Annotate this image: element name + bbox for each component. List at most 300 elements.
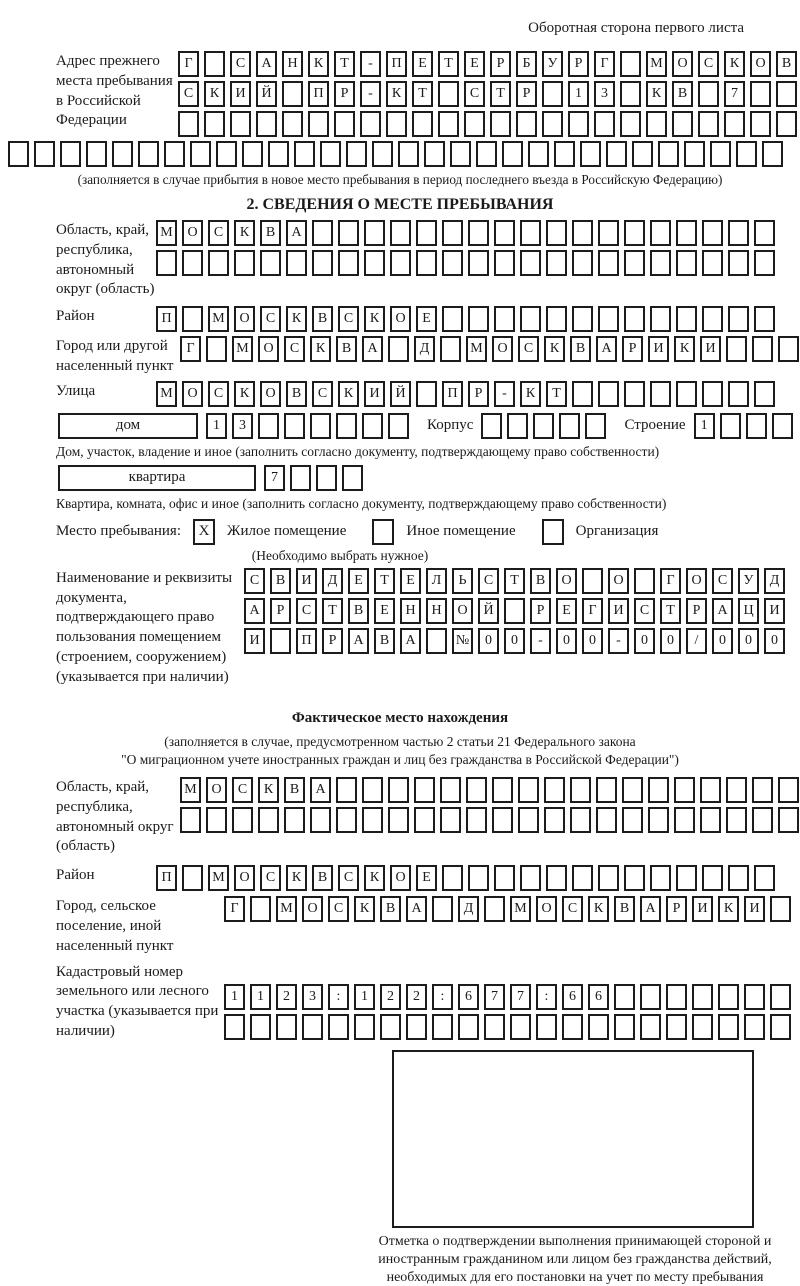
- char-cell[interactable]: 6: [588, 984, 609, 1010]
- char-cell[interactable]: [492, 777, 513, 803]
- char-cell[interactable]: Г: [582, 598, 603, 624]
- char-cell[interactable]: В: [260, 220, 281, 246]
- char-cell[interactable]: [230, 111, 251, 137]
- char-cell[interactable]: С: [296, 598, 317, 624]
- char-cell[interactable]: 1: [354, 984, 375, 1010]
- char-cell[interactable]: Н: [400, 598, 421, 624]
- char-cell[interactable]: [362, 807, 383, 833]
- char-cell[interactable]: М: [276, 896, 297, 922]
- char-cell[interactable]: О: [536, 896, 557, 922]
- char-cell[interactable]: 0: [582, 628, 603, 654]
- char-cell[interactable]: К: [234, 381, 255, 407]
- char-cell[interactable]: У: [542, 51, 563, 77]
- char-cell[interactable]: [572, 865, 593, 891]
- char-cell[interactable]: С: [338, 306, 359, 332]
- char-cell[interactable]: [362, 413, 383, 439]
- char-cell[interactable]: [520, 306, 541, 332]
- char-cell[interactable]: [414, 807, 435, 833]
- char-cell[interactable]: О: [390, 865, 411, 891]
- char-cell[interactable]: Т: [334, 51, 355, 77]
- char-cell[interactable]: [606, 141, 627, 167]
- char-cell[interactable]: [190, 141, 211, 167]
- char-cell[interactable]: 3: [594, 81, 615, 107]
- char-cell[interactable]: [320, 141, 341, 167]
- char-cell[interactable]: Ц: [738, 598, 759, 624]
- char-cell[interactable]: [476, 141, 497, 167]
- char-cell[interactable]: :: [328, 984, 349, 1010]
- char-cell[interactable]: [440, 777, 461, 803]
- char-cell[interactable]: /: [686, 628, 707, 654]
- char-cell[interactable]: В: [286, 381, 307, 407]
- char-cell[interactable]: [494, 306, 515, 332]
- char-cell[interactable]: [710, 141, 731, 167]
- char-cell[interactable]: 1: [568, 81, 589, 107]
- char-cell[interactable]: С: [232, 777, 253, 803]
- char-cell[interactable]: [388, 777, 409, 803]
- char-cell[interactable]: [648, 777, 669, 803]
- char-cell[interactable]: Р: [322, 628, 343, 654]
- char-cell[interactable]: [282, 81, 303, 107]
- char-cell[interactable]: [598, 220, 619, 246]
- char-cell[interactable]: [234, 250, 255, 276]
- char-cell[interactable]: [770, 896, 791, 922]
- char-cell[interactable]: [518, 777, 539, 803]
- char-cell[interactable]: [702, 865, 723, 891]
- char-cell[interactable]: [562, 1014, 583, 1040]
- char-cell[interactable]: [338, 220, 359, 246]
- char-cell[interactable]: В: [270, 568, 291, 594]
- char-cell[interactable]: [334, 111, 355, 137]
- char-cell[interactable]: О: [302, 896, 323, 922]
- char-cell[interactable]: [250, 896, 271, 922]
- char-cell[interactable]: [518, 807, 539, 833]
- char-cell[interactable]: С: [698, 51, 719, 77]
- char-cell[interactable]: И: [608, 598, 629, 624]
- char-cell[interactable]: Д: [414, 336, 435, 362]
- char-cell[interactable]: О: [608, 568, 629, 594]
- char-cell[interactable]: К: [234, 220, 255, 246]
- char-cell[interactable]: [468, 220, 489, 246]
- char-cell[interactable]: [772, 413, 793, 439]
- char-cell[interactable]: 0: [504, 628, 525, 654]
- char-cell[interactable]: П: [156, 306, 177, 332]
- char-cell[interactable]: В: [614, 896, 635, 922]
- char-cell[interactable]: Б: [516, 51, 537, 77]
- char-cell[interactable]: [180, 807, 201, 833]
- char-cell[interactable]: [728, 865, 749, 891]
- char-cell[interactable]: 6: [562, 984, 583, 1010]
- char-cell[interactable]: 2: [380, 984, 401, 1010]
- char-cell[interactable]: [754, 250, 775, 276]
- char-cell[interactable]: С: [260, 306, 281, 332]
- char-cell[interactable]: [622, 777, 643, 803]
- char-cell[interactable]: Т: [322, 598, 343, 624]
- char-cell[interactable]: М: [232, 336, 253, 362]
- char-cell[interactable]: [658, 141, 679, 167]
- char-cell[interactable]: О: [182, 220, 203, 246]
- char-cell[interactable]: Т: [374, 568, 395, 594]
- char-cell[interactable]: [490, 111, 511, 137]
- char-cell[interactable]: В: [284, 777, 305, 803]
- char-cell[interactable]: Р: [568, 51, 589, 77]
- char-cell[interactable]: А: [640, 896, 661, 922]
- char-cell[interactable]: [544, 807, 565, 833]
- char-cell[interactable]: [676, 250, 697, 276]
- char-cell[interactable]: [416, 381, 437, 407]
- char-cell[interactable]: [342, 465, 363, 491]
- char-cell[interactable]: [676, 306, 697, 332]
- char-cell[interactable]: [484, 896, 505, 922]
- char-cell[interactable]: 6: [458, 984, 479, 1010]
- char-cell[interactable]: [182, 306, 203, 332]
- char-cell[interactable]: А: [310, 777, 331, 803]
- char-cell[interactable]: С: [712, 568, 733, 594]
- char-cell[interactable]: [284, 807, 305, 833]
- char-cell[interactable]: С: [260, 865, 281, 891]
- char-cell[interactable]: [494, 865, 515, 891]
- char-cell[interactable]: [546, 306, 567, 332]
- stay-option-checkbox[interactable]: X: [193, 519, 215, 545]
- char-cell[interactable]: [164, 141, 185, 167]
- char-cell[interactable]: [412, 111, 433, 137]
- char-cell[interactable]: [34, 141, 55, 167]
- char-cell[interactable]: Д: [458, 896, 479, 922]
- char-cell[interactable]: [372, 141, 393, 167]
- char-cell[interactable]: [726, 777, 747, 803]
- char-cell[interactable]: [468, 306, 489, 332]
- char-cell[interactable]: В: [530, 568, 551, 594]
- char-cell[interactable]: [620, 81, 641, 107]
- stay-option-checkbox[interactable]: [372, 519, 394, 545]
- char-cell[interactable]: Р: [490, 51, 511, 77]
- char-cell[interactable]: [438, 81, 459, 107]
- char-cell[interactable]: А: [406, 896, 427, 922]
- char-cell[interactable]: [750, 111, 771, 137]
- char-cell[interactable]: С: [312, 381, 333, 407]
- char-cell[interactable]: [388, 336, 409, 362]
- char-cell[interactable]: [182, 865, 203, 891]
- char-cell[interactable]: [570, 807, 591, 833]
- char-cell[interactable]: П: [442, 381, 463, 407]
- char-cell[interactable]: О: [234, 865, 255, 891]
- char-cell[interactable]: [440, 336, 461, 362]
- char-cell[interactable]: [520, 865, 541, 891]
- char-cell[interactable]: В: [312, 306, 333, 332]
- char-cell[interactable]: [588, 1014, 609, 1040]
- char-cell[interactable]: С: [338, 865, 359, 891]
- char-cell[interactable]: [494, 250, 515, 276]
- char-cell[interactable]: 1: [224, 984, 245, 1010]
- char-cell[interactable]: [481, 413, 502, 439]
- char-cell[interactable]: [442, 220, 463, 246]
- char-cell[interactable]: Н: [282, 51, 303, 77]
- char-cell[interactable]: О: [452, 598, 473, 624]
- char-cell[interactable]: [624, 220, 645, 246]
- char-cell[interactable]: [778, 336, 799, 362]
- char-cell[interactable]: И: [764, 598, 785, 624]
- char-cell[interactable]: [390, 220, 411, 246]
- char-cell[interactable]: [310, 413, 331, 439]
- char-cell[interactable]: [570, 777, 591, 803]
- char-cell[interactable]: [746, 413, 767, 439]
- char-cell[interactable]: [268, 141, 289, 167]
- char-cell[interactable]: [386, 111, 407, 137]
- char-cell[interactable]: С: [464, 81, 485, 107]
- char-cell[interactable]: А: [286, 220, 307, 246]
- char-cell[interactable]: [442, 306, 463, 332]
- char-cell[interactable]: [650, 381, 671, 407]
- char-cell[interactable]: К: [338, 381, 359, 407]
- char-cell[interactable]: [312, 250, 333, 276]
- char-cell[interactable]: [260, 250, 281, 276]
- char-cell[interactable]: [316, 465, 337, 491]
- char-cell[interactable]: Т: [438, 51, 459, 77]
- char-cell[interactable]: [208, 250, 229, 276]
- char-cell[interactable]: Р: [686, 598, 707, 624]
- char-cell[interactable]: [258, 413, 279, 439]
- char-cell[interactable]: С: [208, 381, 229, 407]
- char-cell[interactable]: [728, 220, 749, 246]
- char-cell[interactable]: [582, 568, 603, 594]
- char-cell[interactable]: К: [646, 81, 667, 107]
- char-cell[interactable]: И: [364, 381, 385, 407]
- char-cell[interactable]: №: [452, 628, 473, 654]
- char-cell[interactable]: [138, 141, 159, 167]
- char-cell[interactable]: [338, 250, 359, 276]
- char-cell[interactable]: О: [206, 777, 227, 803]
- char-cell[interactable]: [390, 250, 411, 276]
- char-cell[interactable]: [156, 250, 177, 276]
- char-cell[interactable]: [507, 413, 528, 439]
- char-cell[interactable]: [442, 865, 463, 891]
- char-cell[interactable]: [328, 1014, 349, 1040]
- char-cell[interactable]: [598, 306, 619, 332]
- char-cell[interactable]: -: [530, 628, 551, 654]
- char-cell[interactable]: -: [608, 628, 629, 654]
- char-cell[interactable]: [360, 111, 381, 137]
- char-cell[interactable]: И: [244, 628, 265, 654]
- char-cell[interactable]: [362, 777, 383, 803]
- char-cell[interactable]: [726, 807, 747, 833]
- char-cell[interactable]: -: [360, 51, 381, 77]
- char-cell[interactable]: [388, 413, 409, 439]
- char-cell[interactable]: [559, 413, 580, 439]
- char-cell[interactable]: К: [354, 896, 375, 922]
- char-cell[interactable]: [776, 111, 797, 137]
- char-cell[interactable]: Й: [256, 81, 277, 107]
- char-cell[interactable]: [744, 1014, 765, 1040]
- char-cell[interactable]: Е: [412, 51, 433, 77]
- char-cell[interactable]: [242, 141, 263, 167]
- char-cell[interactable]: 0: [478, 628, 499, 654]
- char-cell[interactable]: [728, 306, 749, 332]
- char-cell[interactable]: [594, 111, 615, 137]
- char-cell[interactable]: [624, 865, 645, 891]
- char-cell[interactable]: [204, 51, 225, 77]
- char-cell[interactable]: 1: [206, 413, 227, 439]
- stay-option-checkbox[interactable]: [542, 519, 564, 545]
- char-cell[interactable]: [426, 628, 447, 654]
- char-cell[interactable]: И: [230, 81, 251, 107]
- char-cell[interactable]: [380, 1014, 401, 1040]
- char-cell[interactable]: [676, 220, 697, 246]
- char-cell[interactable]: Н: [426, 598, 447, 624]
- char-cell[interactable]: [698, 111, 719, 137]
- char-cell[interactable]: [698, 81, 719, 107]
- char-cell[interactable]: 0: [712, 628, 733, 654]
- char-cell[interactable]: С: [230, 51, 251, 77]
- char-cell[interactable]: [720, 413, 741, 439]
- char-cell[interactable]: [492, 807, 513, 833]
- char-cell[interactable]: 2: [276, 984, 297, 1010]
- char-cell[interactable]: М: [510, 896, 531, 922]
- char-cell[interactable]: И: [700, 336, 721, 362]
- char-cell[interactable]: [536, 1014, 557, 1040]
- char-cell[interactable]: [770, 984, 791, 1010]
- char-cell[interactable]: [614, 1014, 635, 1040]
- char-cell[interactable]: [754, 865, 775, 891]
- char-cell[interactable]: И: [692, 896, 713, 922]
- char-cell[interactable]: [702, 381, 723, 407]
- char-cell[interactable]: 0: [634, 628, 655, 654]
- char-cell[interactable]: Г: [660, 568, 681, 594]
- char-cell[interactable]: [676, 381, 697, 407]
- char-cell[interactable]: Е: [464, 51, 485, 77]
- char-cell[interactable]: [702, 250, 723, 276]
- char-cell[interactable]: -: [360, 81, 381, 107]
- char-cell[interactable]: [520, 220, 541, 246]
- char-cell[interactable]: В: [348, 598, 369, 624]
- char-cell[interactable]: О: [258, 336, 279, 362]
- char-cell[interactable]: О: [234, 306, 255, 332]
- char-cell[interactable]: [182, 250, 203, 276]
- char-cell[interactable]: 0: [764, 628, 785, 654]
- char-cell[interactable]: К: [718, 896, 739, 922]
- char-cell[interactable]: [718, 1014, 739, 1040]
- char-cell[interactable]: С: [208, 220, 229, 246]
- char-cell[interactable]: [308, 111, 329, 137]
- char-cell[interactable]: [776, 81, 797, 107]
- char-cell[interactable]: [728, 381, 749, 407]
- char-cell[interactable]: [464, 111, 485, 137]
- char-cell[interactable]: П: [308, 81, 329, 107]
- char-cell[interactable]: Р: [270, 598, 291, 624]
- char-cell[interactable]: [494, 220, 515, 246]
- char-cell[interactable]: [458, 1014, 479, 1040]
- char-cell[interactable]: Р: [468, 381, 489, 407]
- char-cell[interactable]: [648, 807, 669, 833]
- char-cell[interactable]: 7: [510, 984, 531, 1010]
- char-cell[interactable]: К: [364, 865, 385, 891]
- char-cell[interactable]: С: [178, 81, 199, 107]
- char-cell[interactable]: [572, 250, 593, 276]
- char-cell[interactable]: [416, 220, 437, 246]
- char-cell[interactable]: И: [648, 336, 669, 362]
- char-cell[interactable]: [442, 250, 463, 276]
- char-cell[interactable]: [286, 250, 307, 276]
- char-cell[interactable]: С: [478, 568, 499, 594]
- char-cell[interactable]: [778, 777, 799, 803]
- char-cell[interactable]: [416, 250, 437, 276]
- char-cell[interactable]: [752, 807, 773, 833]
- char-cell[interactable]: К: [204, 81, 225, 107]
- char-cell[interactable]: Т: [504, 568, 525, 594]
- char-cell[interactable]: М: [466, 336, 487, 362]
- char-cell[interactable]: [302, 1014, 323, 1040]
- char-cell[interactable]: [744, 984, 765, 1010]
- char-cell[interactable]: Р: [334, 81, 355, 107]
- char-cell[interactable]: Т: [546, 381, 567, 407]
- char-cell[interactable]: [750, 81, 771, 107]
- char-cell[interactable]: [614, 984, 635, 1010]
- char-cell[interactable]: [364, 220, 385, 246]
- char-cell[interactable]: :: [536, 984, 557, 1010]
- char-cell[interactable]: [718, 984, 739, 1010]
- char-cell[interactable]: [598, 865, 619, 891]
- char-cell[interactable]: П: [296, 628, 317, 654]
- char-cell[interactable]: М: [156, 381, 177, 407]
- char-cell[interactable]: [754, 220, 775, 246]
- char-cell[interactable]: Е: [556, 598, 577, 624]
- char-cell[interactable]: [542, 81, 563, 107]
- char-cell[interactable]: Ь: [452, 568, 473, 594]
- char-cell[interactable]: [312, 220, 333, 246]
- char-cell[interactable]: [178, 111, 199, 137]
- char-cell[interactable]: [364, 250, 385, 276]
- char-cell[interactable]: К: [310, 336, 331, 362]
- char-cell[interactable]: [438, 111, 459, 137]
- char-cell[interactable]: [598, 381, 619, 407]
- char-cell[interactable]: [60, 141, 81, 167]
- char-cell[interactable]: [544, 777, 565, 803]
- char-cell[interactable]: [622, 807, 643, 833]
- char-cell[interactable]: [632, 141, 653, 167]
- char-cell[interactable]: Г: [178, 51, 199, 77]
- char-cell[interactable]: 1: [694, 413, 715, 439]
- char-cell[interactable]: М: [180, 777, 201, 803]
- char-cell[interactable]: В: [570, 336, 591, 362]
- char-cell[interactable]: О: [182, 381, 203, 407]
- char-cell[interactable]: [598, 250, 619, 276]
- char-cell[interactable]: Т: [660, 598, 681, 624]
- char-cell[interactable]: [754, 381, 775, 407]
- char-cell[interactable]: А: [712, 598, 733, 624]
- char-cell[interactable]: 3: [302, 984, 323, 1010]
- char-cell[interactable]: О: [672, 51, 693, 77]
- char-cell[interactable]: К: [520, 381, 541, 407]
- char-cell[interactable]: [580, 141, 601, 167]
- char-cell[interactable]: [674, 807, 695, 833]
- char-cell[interactable]: [224, 1014, 245, 1040]
- char-cell[interactable]: 0: [556, 628, 577, 654]
- char-cell[interactable]: [700, 807, 721, 833]
- char-cell[interactable]: М: [646, 51, 667, 77]
- char-cell[interactable]: [724, 111, 745, 137]
- char-cell[interactable]: [206, 336, 227, 362]
- char-cell[interactable]: В: [374, 628, 395, 654]
- char-cell[interactable]: :: [432, 984, 453, 1010]
- char-cell[interactable]: А: [362, 336, 383, 362]
- char-cell[interactable]: [752, 336, 773, 362]
- char-cell[interactable]: У: [738, 568, 759, 594]
- char-cell[interactable]: М: [208, 865, 229, 891]
- char-cell[interactable]: С: [244, 568, 265, 594]
- char-cell[interactable]: [620, 111, 641, 137]
- char-cell[interactable]: А: [596, 336, 617, 362]
- char-cell[interactable]: [510, 1014, 531, 1040]
- char-cell[interactable]: [520, 250, 541, 276]
- char-cell[interactable]: Е: [348, 568, 369, 594]
